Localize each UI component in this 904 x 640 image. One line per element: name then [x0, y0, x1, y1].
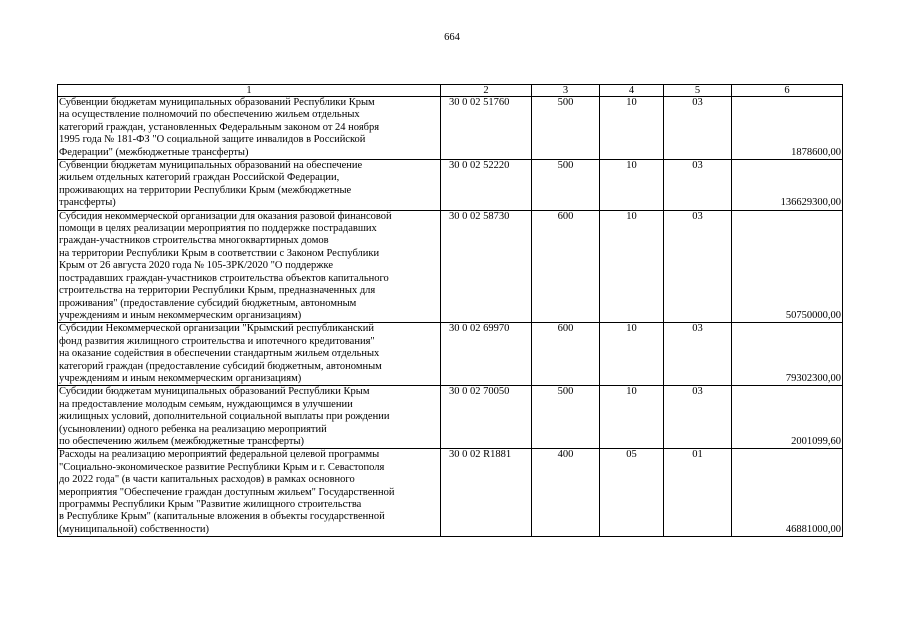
column-header: 1 — [58, 85, 441, 97]
section-code: 05 — [600, 449, 664, 537]
section-code: 10 — [600, 323, 664, 386]
amount: 46881000,00 — [732, 449, 843, 537]
expense-name: Субсидии бюджетам муниципальных образований Республики Крым на предоставление молодым семьям, нуждающимся в улучшении жилищных условий, дополнительной социальной выплаты при рождении (усыновлении) одного ребенка на реализацию мероприятий по обеспечению жильем (межбюджетные трансферты) — [58, 386, 441, 449]
expense-type-code: 500 — [532, 386, 600, 449]
column-header: 4 — [600, 85, 664, 97]
target-code: 30 0 02 R1881 — [441, 449, 532, 537]
expense-name: Субвенции бюджетам муниципальных образований Республики Крым на осуществление полномочий по обеспечению жильем отдельных категорий граждан, установленных Федеральным законом от 24 ноября 1995 года № 181-ФЗ "О социальной защите инвалидов в Российской Федерации" (межбюджетные трансферты) — [58, 97, 441, 160]
table-row — [58, 449, 843, 537]
subsection-code: 03 — [664, 97, 732, 160]
column-header: 3 — [532, 85, 600, 97]
section-code: 10 — [600, 386, 664, 449]
subsection-code: 03 — [664, 160, 732, 211]
target-code: 30 0 02 51760 — [441, 97, 532, 160]
subsection-code: 03 — [664, 386, 732, 449]
amount: 136629300,00 — [732, 160, 843, 211]
table-row — [58, 386, 843, 449]
expense-type-code: 600 — [532, 210, 600, 323]
expense-name: Субвенции бюджетам муниципальных образований на обеспечение жильем отдельных категорий граждан Российской Федерации, проживающих на территории Республики Крым (межбюджетные трансферты) — [58, 160, 441, 211]
column-header: 6 — [732, 85, 843, 97]
budget-table — [57, 84, 843, 537]
subsection-code: 03 — [664, 323, 732, 386]
table-row — [58, 323, 843, 386]
table-row — [58, 210, 843, 323]
target-code: 30 0 02 58730 — [441, 210, 532, 323]
amount: 2001099,60 — [732, 386, 843, 449]
section-code: 10 — [600, 97, 664, 160]
amount: 1878600,00 — [732, 97, 843, 160]
subsection-code: 03 — [664, 210, 732, 323]
section-code: 10 — [600, 160, 664, 211]
table-header-row — [58, 85, 843, 97]
expense-type-code: 500 — [532, 160, 600, 211]
amount: 50750000,00 — [732, 210, 843, 323]
target-code: 30 0 02 69970 — [441, 323, 532, 386]
column-header: 2 — [441, 85, 532, 97]
target-code: 30 0 02 70050 — [441, 386, 532, 449]
expense-name: Субсидии Некоммерческой организации "Крымский республиканский фонд развития жилищного строительства и ипотечного кредитования" на оказание содействия в обеспечении стандартным жильем отдельных категорий граждан (предоставление субсидий бюджетным, автономным учреждениям и иным некоммерческим организациям) — [58, 323, 441, 386]
amount: 79302300,00 — [732, 323, 843, 386]
expense-type-code: 500 — [532, 97, 600, 160]
expense-name: Субсидия некоммерческой организации для оказания разовой финансовой помощи в целях реализации мероприятия по поддержке пострадавших граждан-участников строительства многоквартирных домов на территории Республики Крым в соответствии с Законом Республики Крым от 26 августа 2020 года № 105-ЗРК/2020 "О поддержке пострадавших граждан-участников строительства объектов капитального строительства на территории Республики Крым, предназначенных для проживания" (предоставление субсидий бюджетным, автономным учреждениям и иным некоммерческим организациям) — [58, 210, 441, 323]
expense-name: Расходы на реализацию мероприятий федеральной целевой программы "Социально-экономическое развитие Республики Крым и г. Севастополя до 2022 года" (в части капитальных расходов) в рамках основного мероприятия "Обеспечение граждан доступным жильем" Государственной программы Республики Крым "Развитие жилищного строительства в Республике Крым" (капитальные вложения в объекты государственной (муниципальной) собственности) — [58, 449, 441, 537]
section-code: 10 — [600, 210, 664, 323]
column-header: 5 — [664, 85, 732, 97]
table-row — [58, 97, 843, 160]
expense-type-code: 400 — [532, 449, 600, 537]
expense-type-code: 600 — [532, 323, 600, 386]
table-row — [58, 160, 843, 211]
subsection-code: 01 — [664, 449, 732, 537]
target-code: 30 0 02 52220 — [441, 160, 532, 211]
page-number: 664 — [444, 32, 460, 43]
